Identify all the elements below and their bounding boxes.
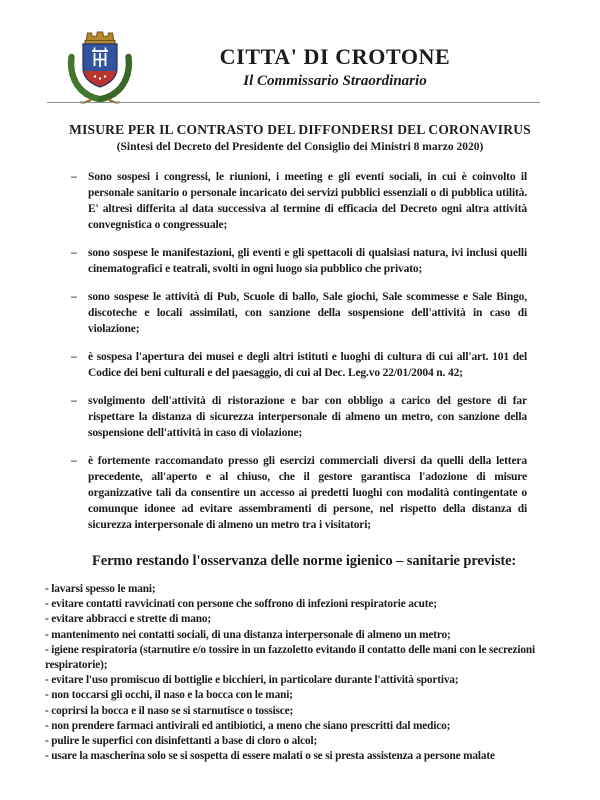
hygiene-rule: - evitare abbracci e strette di mano;	[45, 613, 211, 626]
measure-item	[71, 349, 527, 381]
notice-body	[0, 122, 600, 764]
dash-bullet-icon: –	[71, 171, 77, 183]
hygiene-rule: - non toccarsi gli occhi, il naso e la bocca con le mani;	[45, 689, 293, 702]
hygiene-heading: Fermo restando l'osservanza delle norme igienico – sanitarie previste:	[92, 553, 517, 569]
hygiene-rule: - mantenimento nei contatti sociali, di una distanza interpersonale di almeno un metro;	[45, 628, 451, 641]
hygiene-rule: - pulire le superfici con disinfettanti a base di cloro o alcol;	[45, 735, 318, 748]
measure-text: è sospesa l'apertura dei musei e degli altri istituti e luoghi di cultura di cui all'art. 101 del Codice dei beni culturali e del paesaggio, di cui al Dec. Leg.vo 22/01/2004 n. 42;	[88, 351, 527, 379]
dash-bullet-icon: –	[71, 455, 77, 467]
hygiene-rule: - coprirsi la bocca e il naso se si starnutisce o tossisce;	[45, 704, 294, 717]
measure-item	[71, 169, 527, 233]
measure-item	[71, 453, 527, 533]
measure-text: Sono sospesi i congressi, le riunioni, i meeting e gli eventi sociali, in cui è coinvolto il personale sanitario o personale incaricato dei servizi pubblici essenziali o di pubblica utilità. E' altresì differita al data successiva al termine di efficacia del Decreto ogni altra attività convegnistica o congressuale;	[88, 171, 527, 231]
measure-text: svolgimento dell'attività di ristorazione e bar con obbligo a carico del gestore di far rispettare la distanza di sicurezza interpersonale di almeno un metro, con sanzione della sospensione dell'attività in caso di violazione;	[88, 395, 527, 439]
measure-item	[71, 245, 527, 277]
measures-list	[71, 169, 527, 533]
hygiene-rule: - igiene respiratoria (starnutire e/o tossire in un fazzoletto evitando il contatto delle mani con le secrezioni respiratorie);	[45, 643, 536, 672]
hygiene-rule: - evitare l'uso promiscuo di bottiglie e bicchieri, in particolare durante l'attività sportiva;	[45, 674, 459, 687]
document-subtitle: (Sintesi del Decreto del Presidente del Consiglio dei Ministri 8 marzo 2020)	[116, 141, 484, 153]
document-title: MISURE PER IL CONTRASTO DEL DIFFONDERSI DEL CORONAVIRUS	[69, 122, 531, 137]
commissioner-subtitle: Il Commissario Straordinario	[243, 73, 427, 89]
measure-item	[71, 393, 527, 441]
hygiene-rule: - evitare contatti ravvicinati con persone che soffrono di infezioni respiratorie acute;	[45, 598, 437, 611]
dash-bullet-icon: –	[71, 247, 77, 259]
header-divider	[47, 102, 540, 103]
dash-bullet-icon: –	[71, 395, 77, 407]
dash-bullet-icon: –	[71, 291, 77, 303]
measure-item	[71, 289, 527, 337]
hygiene-rule: - non prendere farmaci antivirali ed antibiotici, a meno che siano prescritti dal medico;	[45, 719, 451, 732]
hygiene-rules-list	[45, 582, 575, 764]
letterhead	[0, 0, 600, 103]
measure-text: sono sospese le manifestazioni, gli eventi e gli spettacoli di qualsiasi natura, ivi inclusi quelli cinematografici e teatrali, svolti in ogni luogo sia pubblico che privato;	[88, 247, 527, 275]
measure-text: sono sospese le attività di Pub, Scuole di ballo, Sale giochi, Sale scommesse e Sale Bingo, discoteche e locali assimilati, con sanzione della sospensione dell'attività in caso di violazione;	[88, 291, 527, 335]
hygiene-rule: - lavarsi spesso le mani;	[45, 583, 156, 595]
dash-bullet-icon: –	[71, 351, 77, 363]
measure-text: è fortemente raccomandato presso gli esercizi commerciali diversi da quelli della lettera precedente, all'aperto e al chiuso, che il gestore garantisca l'adozione di misure organizzative tali da consentire un accesso ai predetti luoghi con modalità contingentate o comunque idonee ad evitare assembramenti di persone, nel rispetto della distanza di sicurezza interpersonale di almeno un metro tra i visitatori;	[88, 455, 527, 531]
hygiene-rule: - usare la mascherina solo se si sospetta di essere malati o se si presta assistenza a persone malate	[45, 750, 495, 763]
city-title: CITTA' DI CROTONE	[219, 44, 451, 69]
letterhead-text	[100, 44, 570, 90]
